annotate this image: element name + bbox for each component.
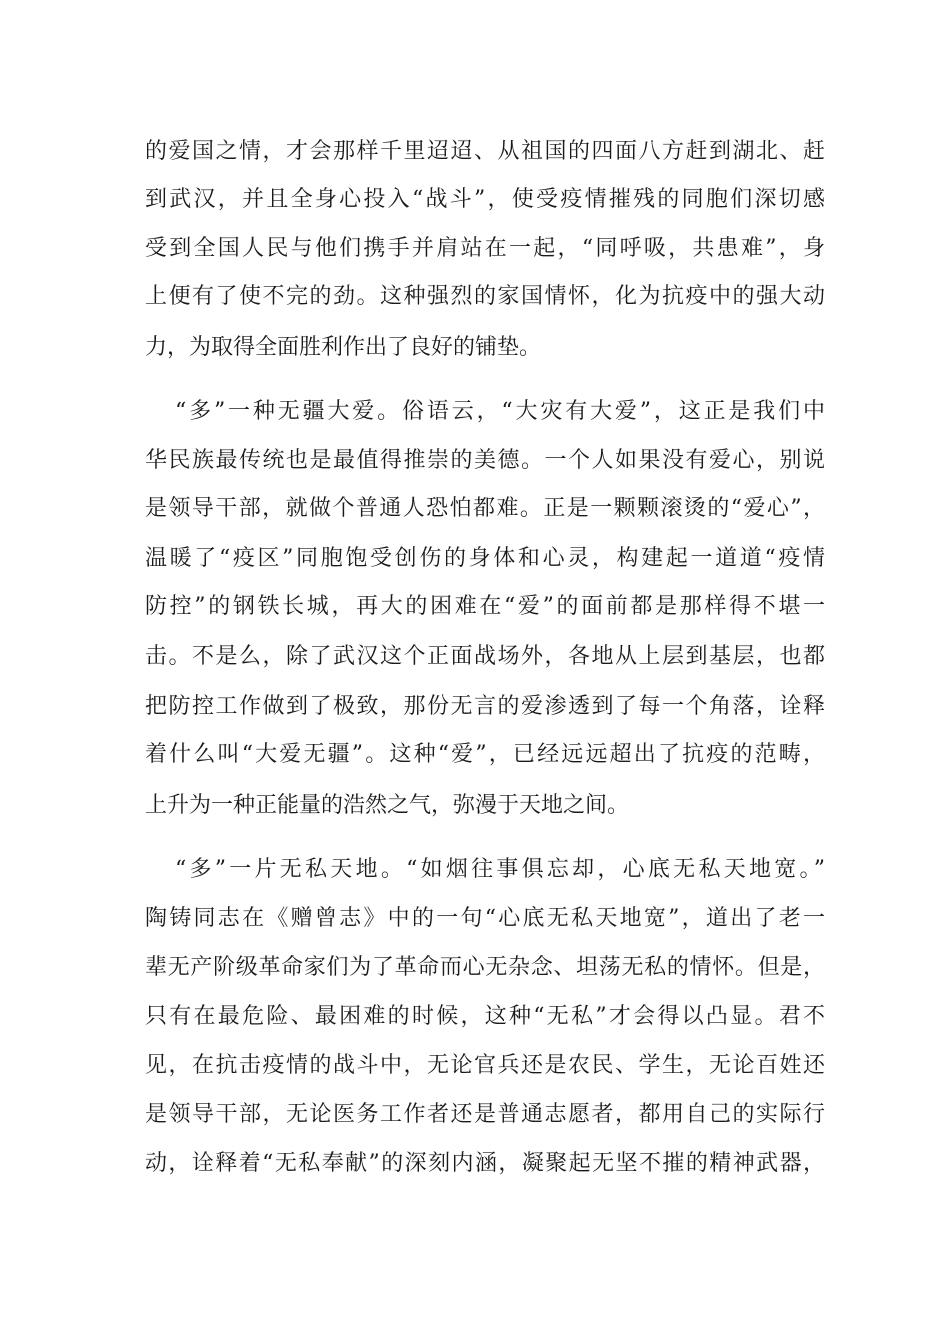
paragraph-1-line-3: 受到全国人民与他们携手并肩站在一起，“同呼吸，共患难”，身 xyxy=(145,236,825,261)
paragraph-1-line-1: 的爱国之情，才会那样千里迢迢、从祖国的四面八方赶到湖北、赶 xyxy=(145,139,825,164)
paragraph-1-line-5: 力，为取得全面胜利作出了良好的铺垫。 xyxy=(145,335,542,360)
paragraph-1-line-4: 上便有了使不完的劲。这种强烈的家国情怀，化为抗疫中的强大动 xyxy=(145,284,825,309)
paragraph-3-line-4: 只有在最危险、最困难的时候，这种“无私”才会得以凸显。君不 xyxy=(145,1004,825,1029)
paragraph-3-line-6: 是领导干部，无论医务工作者还是普通志愿者，都用自己的实际行 xyxy=(145,1102,825,1127)
paragraph-3-line-3: 辈无产阶级革命家们为了革命而心无杂念、坦荡无私的情怀。但是， xyxy=(145,955,825,980)
paragraph-3-line-2: 陶铸同志在《赠曾志》中的一句“心底无私天地宽”，道出了老一 xyxy=(145,906,825,931)
paragraph-1-line-2: 到武汉，并且全身心投入“战斗”，使受疫情摧残的同胞们深切感 xyxy=(145,187,825,212)
paragraph-3-line-7: 动，诠释着“无私奉献”的深刻内涵，凝聚起无坚不摧的精神武器， xyxy=(145,1151,825,1176)
paragraph-2-line-6: 击。不是么，除了武汉这个正面战场外，各地从上层到基层，也都 xyxy=(145,644,825,669)
paragraph-2-line-2: 华民族最传统也是最值得推崇的美德。一个人如果没有爱心，别说 xyxy=(145,448,825,473)
paragraph-2-line-3: 是领导干部，就做个普通人恐怕都难。正是一颗颗滚烫的“爱心”， xyxy=(145,496,825,521)
paragraph-2-line-8: 着什么叫“大爱无疆”。这种“爱”，已经远远超出了抗疫的范畴， xyxy=(145,742,825,767)
paragraph-3-line-1: “多”一片无私天地。“如烟往事俱忘却，心底无私天地宽。” xyxy=(175,857,825,882)
paragraph-2-line-1: “多”一种无疆大爱。俗语云，“大灾有大爱”，这正是我们中 xyxy=(175,399,825,424)
paragraph-3-line-5: 见，在抗击疫情的战斗中，无论官兵还是农民、学生，无论百姓还 xyxy=(145,1053,825,1078)
paragraph-2-line-5: 防控”的钢铁长城，再大的困难在“爱”的面前都是那样得不堪一 xyxy=(145,594,825,619)
paragraph-2-line-9: 上升为一种正能量的浩然之气，弥漫于天地之间。 xyxy=(145,793,630,818)
paragraph-2-line-7: 把防控工作做到了极致，那份无言的爱渗透到了每一个角落，诠释 xyxy=(145,694,825,719)
paragraph-2-line-4: 温暖了“疫区”同胞饱受创伤的身体和心灵，构建起一道道“疫情 xyxy=(145,546,825,571)
